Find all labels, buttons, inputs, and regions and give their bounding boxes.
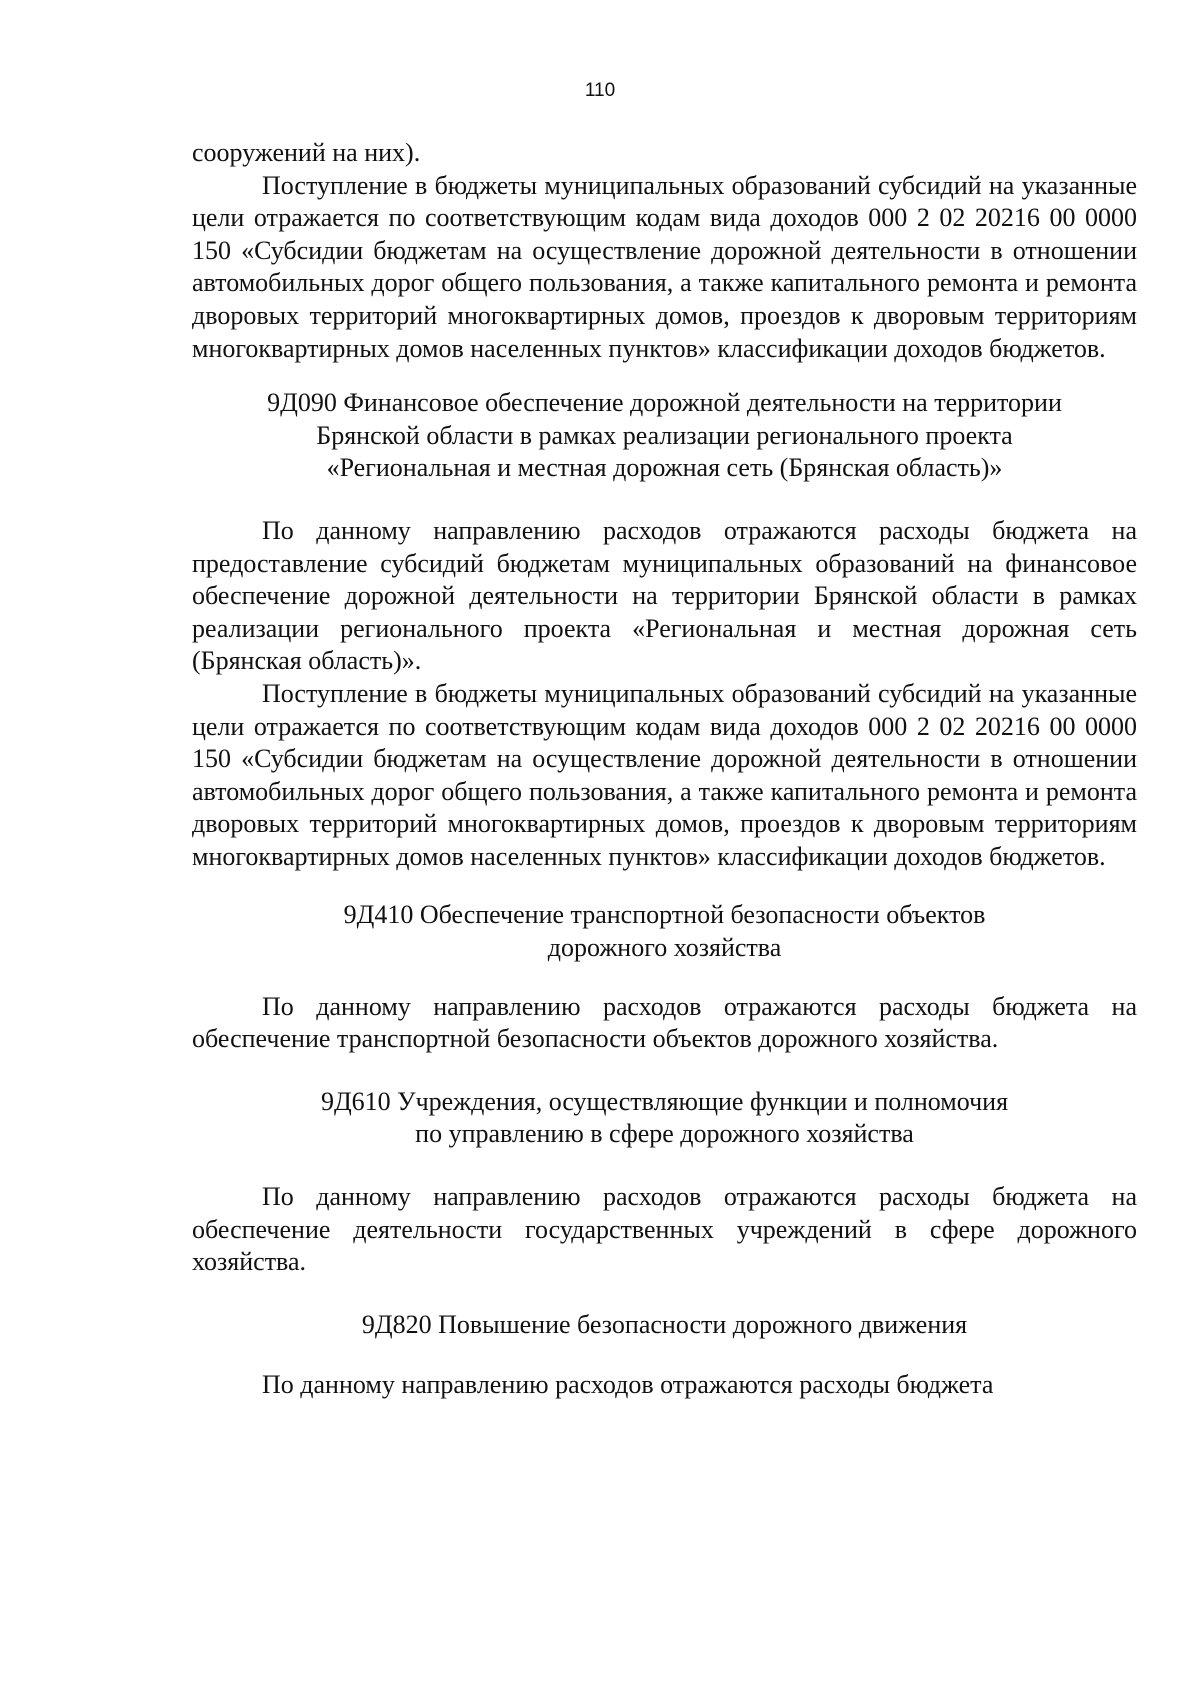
heading-line: «Региональная и местная дорожная сеть (Брянская область)» [326,453,1003,483]
paragraph-revenue-note-2: Поступление в бюджеты муниципальных образований субсидий на указанные цели отражается по соответствующим кодам вида доходов 000 2 02 20216 00 0000 150 «Субсидии бюджетам на осуществление дорожной деятельности в отношении автомобильных дорог общего пользования, а также капитального ремонта и ремонта дворовых территорий многоквартирных домов, проездов к дворовым территориям многоквартирных домов населенных пунктов» классификации доходов бюджетов. [192,678,1137,871]
heading-line: 9Д820 Повышение безопасности дорожного движения [361,1309,968,1339]
paragraph-9d820-expenses: По данному направлению расходов отражаются расходы бюджета [262,1370,994,1400]
paragraph-continuation: сооружений на них). [192,138,421,167]
page-number: 110 [584,80,616,101]
section-heading-9d410 [192,899,1137,964]
heading-line: дорожного хозяйства [547,933,782,963]
paragraph-revenue-note-1: Поступление в бюджеты муниципальных образований субсидий на указанные цели отражается по соответствующим кодам вида доходов 000 2 02 20216 00 0000 150 «Субсидии бюджетам на осуществление дорожной деятельности в отношении автомобильных дорог общего пользования, а также капитального ремонта и ремонта дворовых территорий многоквартирных домов, проездов к дворовым территориям многоквартирных домов населенных пунктов» классификации доходов бюджетов. [192,170,1137,363]
heading-line: 9Д090 Финансовое обеспечение дорожной деятельности на территории [267,388,1062,418]
heading-line: Брянской области в рамках реализации регионального проекта [316,420,1013,450]
section-heading-9d610 [192,1086,1137,1151]
heading-line: 9Д410 Обеспечение транспортной безопасности объектов [343,900,986,930]
heading-line: по управлению в сфере дорожного хозяйства [415,1119,914,1149]
section-heading-9d090 [192,387,1137,485]
section-heading-9d820 [192,1309,1137,1342]
heading-line: 9Д610 Учреждения, осуществляющие функции и полномочия [320,1086,1009,1116]
paragraph-9d410-expenses: По данному направлению расходов отражаются расходы бюджета на обеспечение транспортной безопасности объектов дорожного хозяйства. [192,991,1137,1054]
paragraph-9d090-expenses: По данному направлению расходов отражаются расходы бюджета на предоставление субсидий бюджетам муниципальных образований на финансовое обеспечение дорожной деятельности на территории Брянской области в рамках реализации регионального проекта «Региональная и местная дорожная сеть (Брянская область)». [192,515,1137,676]
document-body [192,137,1137,1402]
paragraph-9d610-expenses: По данному направлению расходов отражаются расходы бюджета на обеспечение деятельности государственных учреждений в сфере дорожного хозяйства. [192,1182,1137,1277]
